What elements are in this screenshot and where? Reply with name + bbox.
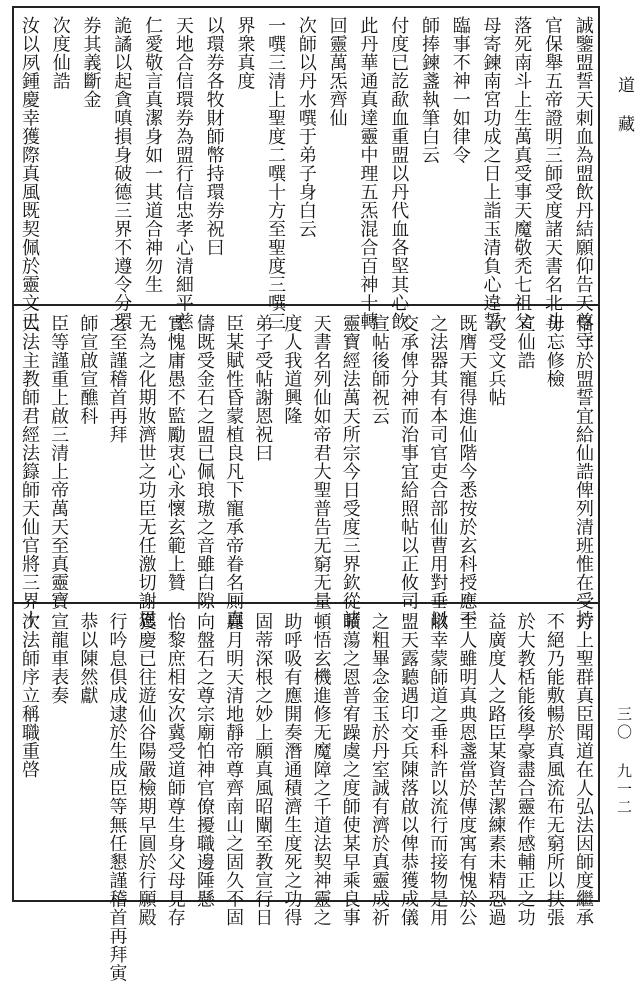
scripture-page-frame — [12, 6, 600, 982]
text-column: 詭譎以起貪嗔損身破德三界不遵令分環 — [111, 16, 133, 331]
text-column: 仁愛敬言真潔身如一其道合神勿生 — [142, 16, 164, 294]
text-column: 怡黎庶相安次冀受道師尊生身父母見存 — [164, 612, 186, 927]
text-column: 以環券各牧財師幣持環券祝曰 — [203, 16, 225, 257]
text-column: 次師以丹水噀于弟子身白云 — [295, 16, 317, 238]
text-column: 靈寶經法萬天所宗今日受度三界欽從諸 — [339, 314, 361, 629]
text-column: 度人我道興隆 — [281, 314, 303, 425]
text-column: 宣仙誥 — [514, 314, 536, 370]
text-column: 益廣度人之路臣某資苦潔練素未精恐過 — [485, 612, 507, 927]
text-column: 獲慶已往遊仙谷陽嚴檢期早圓於行願殿 — [135, 612, 157, 927]
text-column: 實愧庸愚不監勵衷心永懷玄範上贊 — [164, 314, 186, 592]
text-column: 頓悟玄機進修无魔障之千道法契神靈之 — [310, 612, 332, 927]
text-column: 誠鑒盟誓天刺血為盟飲丹結願仰告天尊三 — [572, 16, 594, 349]
text-column: 行吟息俱成逮於生成臣等無任懇謹稽首再拜寅 — [106, 612, 128, 982]
text-column: 固蒂深根之妙上願真風昭闡至教宣行日 — [252, 612, 274, 927]
text-column: 弟子受帖謝恩祝曰 — [252, 314, 274, 462]
text-column: 付度已訖歃血重盟以丹代血各堅其心飲 — [388, 16, 410, 331]
text-column: 交承俾分神而治事宜給照帖以正攸司 — [398, 314, 420, 610]
text-column: 无為之化期妝濟世之功臣无任激切謝恩 — [135, 314, 157, 629]
text-column: 次度仙誥 — [49, 16, 71, 90]
text-column: 敝幸蒙師道之垂科許以流行而接物是用 — [427, 612, 449, 927]
text-column: 一噀三清上聖度二噀十方至聖度三噀三 — [265, 16, 287, 331]
text-column: 曠蕩之恩普宥躁虞之度師使某早乘良事 — [339, 612, 361, 927]
collection-title: 道藏 — [614, 76, 634, 154]
text-column: 向盤石之尊宗廟怕神官僚擾職邊陲懸 — [193, 612, 215, 908]
text-column: 宣帖後師祝云 — [368, 314, 390, 425]
text-column: 天書名列仙如帝君大聖普告无窮无量 — [310, 314, 332, 610]
text-column: 師捧鍊盞執筆白云 — [418, 16, 440, 164]
text-column: 臨事不神一如律令 — [449, 16, 471, 164]
text-column: 毋忘修檢 — [543, 314, 565, 388]
text-column: 天地合信環券為盟行信忠孝心清細平慈 — [172, 16, 194, 331]
text-column: 恪守於盟誓宜給仙誥俾列清班惟在受持 — [572, 314, 594, 629]
text-column: 回靈萬炁齊仙 — [326, 16, 348, 127]
text-column: 之粗畢念金玉於丹室誠有濟於真靈成祈 — [368, 612, 390, 927]
register-bottom — [14, 604, 598, 982]
text-column: 界衆真度 — [234, 16, 256, 90]
text-column: 母寄鍊南宮功成之日上詣玉清負心違誓 — [480, 16, 502, 331]
text-column: 此丹華通真達靈中理五炁混合百神十轉 — [357, 16, 379, 331]
text-column: 助呼吸有應開奏潛通積濟生度死之功得 — [281, 612, 303, 927]
text-column: 落死南斗上生萬真受事天魔敬禿七祖父 — [511, 16, 533, 331]
text-column: 宣龍車表奏 — [48, 612, 70, 705]
text-column: 至人雖明真典恩盞當於傳度寓有愧於公 — [456, 612, 478, 927]
text-column: 之法器其有本司官吏合部仙曹用對垂以 — [427, 314, 449, 629]
text-column: 券其義斷金 — [80, 16, 102, 109]
text-column: 盟天露聽遇印交兵陳落啟以俾恭獲成儀 — [398, 612, 420, 927]
text-column: 臣某賦性昏蒙植良凡下寵承帝眷名厠真 — [223, 314, 245, 629]
text-column: 麗月明天清地靜帝尊齊南山之固久不固 — [223, 612, 245, 927]
register-middle — [14, 306, 598, 629]
text-column: 恭以陳然獻 — [77, 612, 99, 705]
text-columns — [19, 612, 594, 982]
text-column: 臣等謹重上啟三清上帝萬天至真靈寶 — [48, 314, 70, 610]
text-column: 汝以夙鍾慶幸獲際真風既契佩於靈文已 — [19, 16, 40, 331]
page-number: 三〇 九一二 — [615, 706, 633, 817]
text-column: 大法主教師君經法籙師天仙官將三界十 — [19, 314, 40, 629]
text-column: 官保舉五帝證明三師受度諸天書名北斗 — [542, 16, 564, 331]
text-columns — [19, 314, 594, 629]
text-column: 於大教栝能後學豪盡合靈作感輔正之功 — [514, 612, 536, 927]
text-column: 次法師序立稱職重啓 — [19, 612, 40, 779]
text-column: 師宣啟宣醮科 — [77, 314, 99, 425]
text-column: 之至謹稽首再拜 — [106, 314, 128, 444]
text-column: 既膺天寵得進仙階今悉按於玄科授應干 — [456, 314, 478, 629]
text-column: 不絕乃能敷暢於真風流布无窮所以扶張 — [543, 612, 565, 927]
text-column: 儔既受金石之盟已佩琅璈之音雖白隙 — [193, 314, 215, 610]
text-column: 方上聖群真臣聞道在人弘法因師度繼承 — [572, 612, 594, 927]
text-column: 次受文兵帖 — [485, 314, 507, 407]
